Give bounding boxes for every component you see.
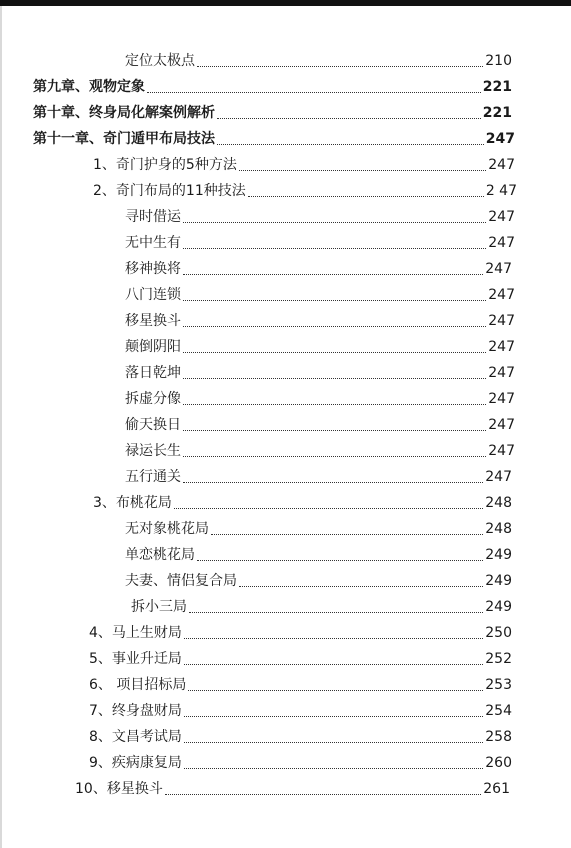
toc-page: 249 [485,547,512,563]
dot-leader [217,118,481,119]
toc-title: 落日乾坤 [125,365,181,381]
toc-page: 247 [488,339,515,355]
toc-title: 颠倒阴阳 [125,339,181,355]
dot-leader [239,586,483,587]
dot-leader [217,144,484,145]
toc-chapter [33,102,512,124]
toc-page: 247 [485,131,515,147]
toc-title: 拆虚分像 [125,391,181,407]
dot-leader [184,768,483,769]
dot-leader [183,456,486,457]
toc-entry [125,206,515,228]
dot-leader [183,404,486,405]
toc-page: 249 [485,599,512,615]
toc-page: 247 [488,313,515,329]
dot-leader [165,794,481,795]
dot-leader [183,222,486,223]
toc-entry [93,492,512,514]
toc-entry [125,50,512,72]
dot-leader [239,170,486,171]
dot-leader [184,716,483,717]
dot-leader [188,690,483,691]
toc-title: 8、文昌考试局 [89,729,182,745]
toc-title: 单恋桃花局 [125,547,195,563]
dot-leader [248,196,484,197]
dot-leader [183,326,486,327]
toc-page: 2 47 [485,183,517,199]
dot-leader [183,248,486,249]
toc-entry [89,674,512,696]
toc-page: 221 [482,105,512,121]
toc-page: 258 [485,729,512,745]
toc-page: 260 [485,755,512,771]
toc-entry [125,414,515,436]
dot-leader [211,534,483,535]
toc-title: 无中生有 [125,235,181,251]
toc-page: 252 [485,651,512,667]
toc-title: 5、事业升迁局 [89,651,182,667]
toc-title: 移神换将 [125,261,181,277]
toc-page: 221 [482,79,512,95]
toc-entry [125,544,512,566]
toc-chapter [33,76,512,98]
toc-title: 10、移星换斗 [75,781,163,797]
toc-title: 3、布桃花局 [93,495,172,511]
toc-page: 247 [488,443,515,459]
dot-leader [174,508,483,509]
toc-page: 247 [488,209,515,225]
toc-entry [125,336,515,358]
dot-leader [183,430,486,431]
toc-page: 247 [488,365,515,381]
toc-title: 7、终身盘财局 [89,703,182,719]
toc-title: 移星换斗 [125,313,181,329]
toc-entry [89,726,512,748]
toc-entry [89,622,512,644]
toc-entry [125,362,515,384]
toc-entry [125,440,515,462]
toc-page: 247 [488,287,515,303]
toc-entry [93,180,517,202]
toc-title: 夫妻、情侣复合局 [125,573,237,589]
toc-entry [125,284,515,306]
dot-leader [183,378,486,379]
toc-title: 第九章、观物定象 [33,79,145,95]
toc-entry [125,518,512,540]
toc-entry [125,310,515,332]
toc-entry [125,466,512,488]
toc-entry [125,258,512,280]
toc-entry [93,154,515,176]
toc-title: 6、 项目招标局 [89,677,187,693]
toc-page: 247 [488,157,515,173]
toc-page: 247 [488,391,515,407]
dot-leader [184,664,483,665]
dot-leader [183,300,486,301]
dot-leader [184,742,483,743]
toc-title: 拆小三局 [131,599,187,615]
toc-page: 250 [485,625,512,641]
toc-title: 禄运长生 [125,443,181,459]
toc-entry [125,232,515,254]
toc-page: 249 [485,573,512,589]
toc-page: 247 [485,261,512,277]
toc-page: 261 [483,781,510,797]
toc-entry [89,752,512,774]
toc-entry [89,648,512,670]
dot-leader [189,612,483,613]
toc-title: 五行通关 [125,469,181,485]
toc-entry [125,570,512,592]
dot-leader [197,560,483,561]
toc-title: 1、奇门护身的5种方法 [93,157,237,173]
toc-title: 2、奇门布局的11种技法 [93,183,246,199]
toc-page: 210 [485,53,512,69]
toc-page: 247 [488,235,515,251]
toc-title: 第十一章、奇门遁甲布局技法 [33,131,215,147]
toc-page: 248 [485,521,512,537]
dot-leader [197,66,483,67]
toc-title: 4、马上生财局 [89,625,182,641]
toc-title: 第十章、终身局化解案例解析 [33,105,215,121]
toc-page: 253 [485,677,512,693]
toc-title: 八门连锁 [125,287,181,303]
toc-title: 9、疾病康复局 [89,755,182,771]
dot-leader [183,274,483,275]
toc-title: 寻时借运 [125,209,181,225]
toc-entry [75,778,510,800]
toc-entry [131,596,512,618]
toc-entry [89,700,512,722]
toc-page: 254 [485,703,512,719]
toc-page: 247 [485,469,512,485]
dot-leader [183,482,483,483]
toc-title: 定位太极点 [125,53,195,69]
toc-page: 247 [488,417,515,433]
dot-leader [183,352,486,353]
dot-leader [184,638,483,639]
toc-page: 248 [485,495,512,511]
toc-title: 偷天换日 [125,417,181,433]
dot-leader [147,92,481,93]
toc-entry [125,388,515,410]
toc-chapter [33,128,515,150]
toc-title: 无对象桃花局 [125,521,209,537]
